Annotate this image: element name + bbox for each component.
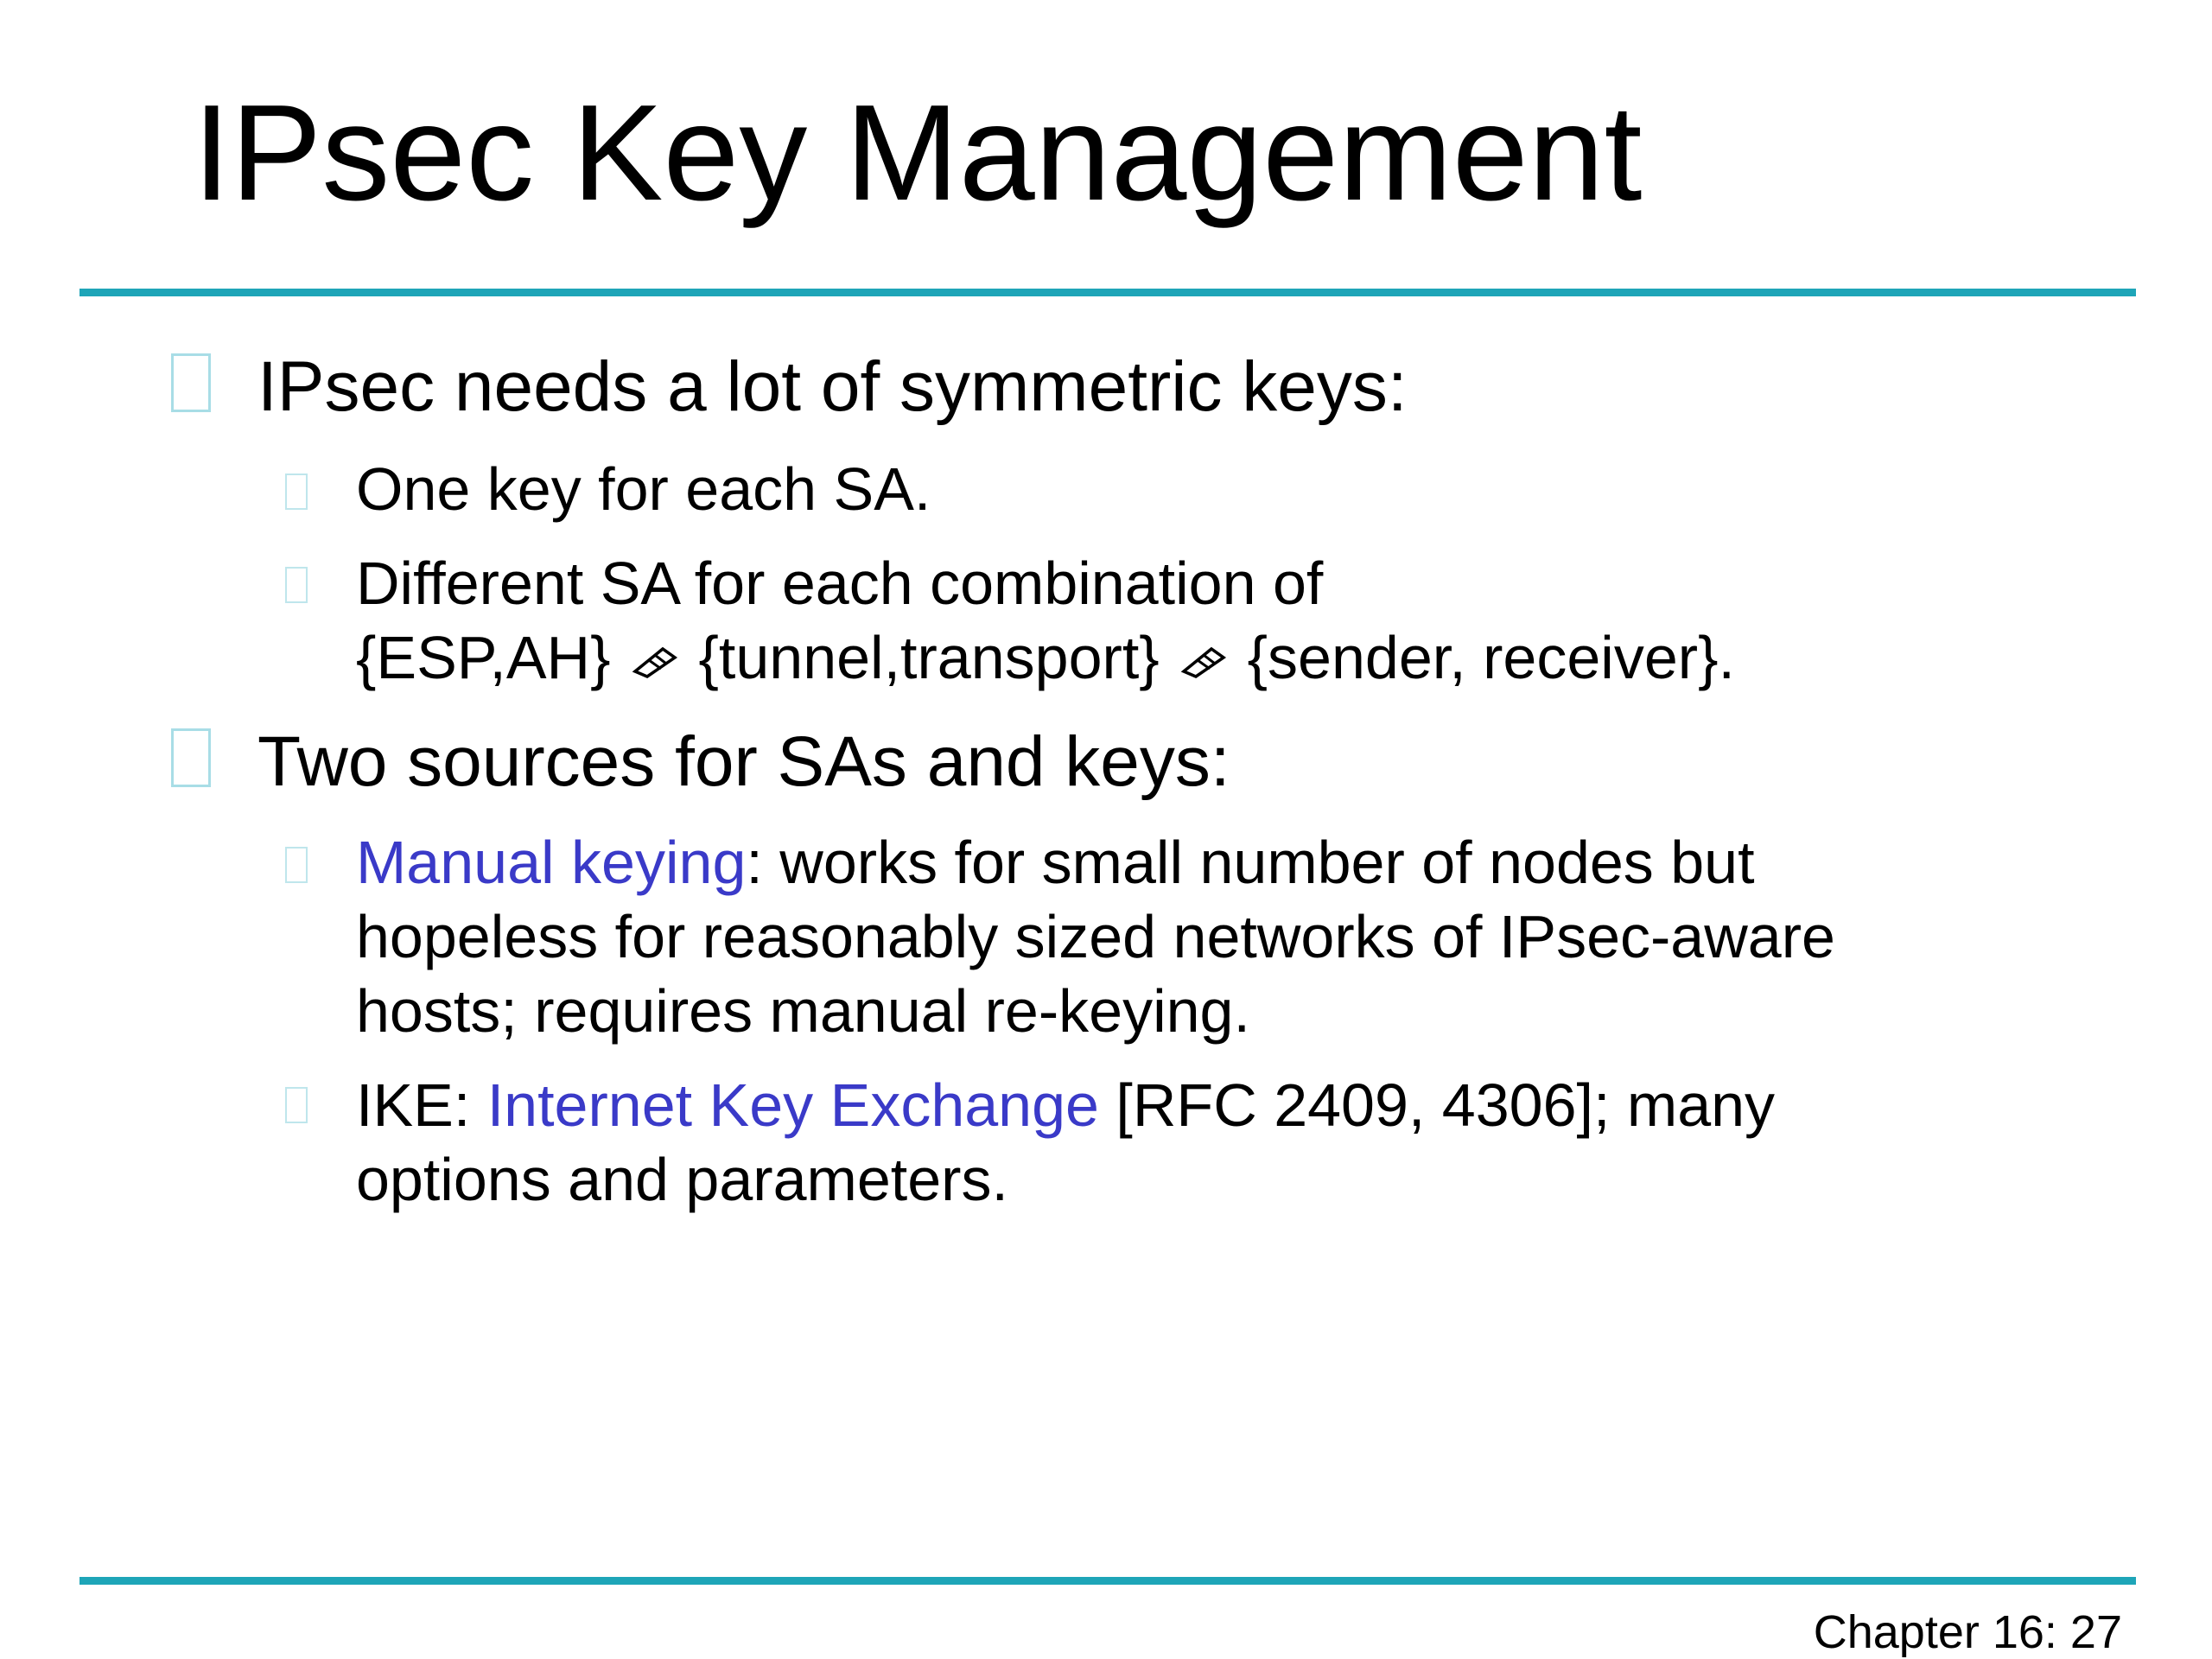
sub-bullet-box-icon [285,1087,308,1123]
bullet-1-sub-1-text: One key for each SA. [356,455,931,523]
set-tunnel-transport: {tunnel,transport} [698,624,1160,691]
footer-divider [79,1577,2136,1585]
set-esp-ah: {ESP,AH} [356,624,611,691]
bullet-1-sub-2-line-1: Different SA for each combination of [356,550,1324,617]
bullet-2-sub-1-line-1: Manual keying: works for small number of nodes but [356,829,1755,896]
bullet-box-icon [171,728,211,787]
slide-number: Chapter 16: 27 [1813,1606,2122,1658]
bullet-2-text: Two sources for SAs and keys: [257,722,1230,801]
bullet-box-icon [171,353,211,412]
cartesian-product-icon [630,622,680,696]
bullet-2-sub-1-line-3: hosts; requires manual re-keying. [356,977,1250,1045]
manual-keying-term: Manual keying [356,829,747,896]
bullet-1-text: IPsec needs a lot of symmetric keys: [257,347,1408,426]
sub-bullet-box-icon [285,847,308,883]
cartesian-product-icon [1179,622,1229,696]
bullet-1-sub-2-line-2 [356,620,1735,700]
bullet-2-sub-2-line-2: options and parameters. [356,1146,1008,1213]
bullet-2-sub-1-line-2: hopeless for reasonably sized networks of IPsec-aware [356,903,1835,970]
set-sender-receiver: {sender, receiver}. [1247,624,1735,691]
sub-bullet-box-icon [285,474,308,510]
sub-bullet-box-icon [285,567,308,603]
bullet-2-sub-2-line-1: IKE: Internet Key Exchange [RFC 2409, 4306]; many [356,1071,1776,1139]
slide-title: IPsec Key Management [193,77,1643,229]
ike-term: Internet Key Exchange [486,1071,1099,1139]
